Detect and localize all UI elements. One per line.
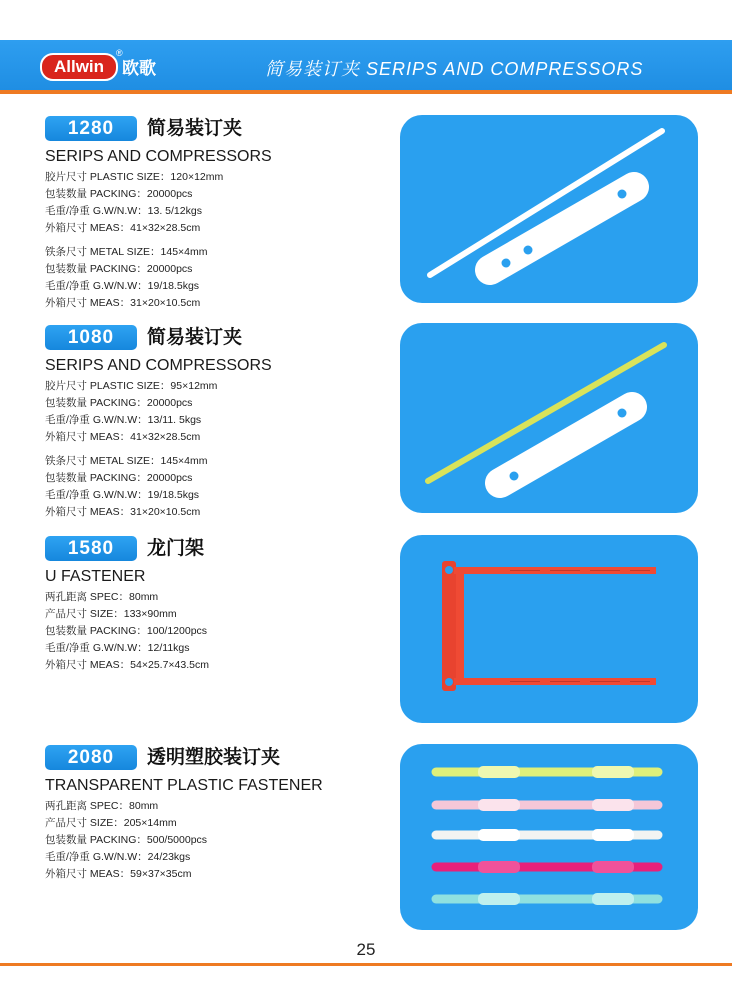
spec-line: 毛重/净重 G.W/N.W：24/23kgs bbox=[45, 851, 191, 863]
product-code-badge: 1580 bbox=[45, 536, 137, 561]
fastener-strip-white bbox=[436, 829, 658, 841]
footer-divider bbox=[0, 963, 732, 966]
spec-line: 包装数量 PACKING：20000pcs bbox=[45, 188, 193, 200]
spec-line: 产品尺寸 SIZE：133×90mm bbox=[45, 608, 177, 620]
spec-line: 毛重/净重 G.W/N.W：13. 5/12kgs bbox=[45, 205, 202, 217]
spec-line: 包装数量 PACKING：20000pcs bbox=[45, 472, 193, 484]
product-name-en: SERIPS AND COMPRESSORS bbox=[45, 148, 272, 165]
fastener-strip-magenta bbox=[436, 861, 658, 873]
header-bar bbox=[0, 40, 732, 90]
fastener-strip-aqua bbox=[436, 893, 658, 905]
product-image-1580 bbox=[400, 535, 698, 723]
product-code-badge: 2080 bbox=[45, 745, 137, 770]
spec-line: 外箱尺寸 MEAS：31×20×10.5cm bbox=[45, 297, 201, 309]
product-name-cn: 透明塑胶装订夹 bbox=[147, 747, 281, 768]
spec-line: 两孔距离 SPEC：80mm bbox=[45, 800, 159, 812]
spec-line: 毛重/净重 G.W/N.W：19/18.5kgs bbox=[45, 489, 200, 501]
product-name-cn: 简易装订夹 bbox=[147, 118, 243, 139]
fastener-strip-yellow bbox=[436, 766, 658, 778]
spec-line: 毛重/净重 G.W/N.W：19/18.5kgs bbox=[45, 280, 200, 292]
spec-line: 胶片尺寸 PLASTIC SIZE：95×12mm bbox=[45, 380, 218, 392]
spec-line: 产品尺寸 SIZE：205×14mm bbox=[45, 817, 177, 829]
spec-line: 毛重/净重 G.W/N.W：12/11kgs bbox=[45, 642, 190, 654]
product-name-cn: 简易装订夹 bbox=[147, 327, 243, 348]
brand-logo: Allwin bbox=[40, 53, 118, 81]
spec-line: 外箱尺寸 MEAS：54×25.7×43.5cm bbox=[45, 659, 209, 671]
product-image-1080 bbox=[400, 323, 698, 513]
product-1280 bbox=[45, 116, 385, 312]
spec-line: 胶片尺寸 PLASTIC SIZE：120×12mm bbox=[45, 171, 224, 183]
spec-line: 毛重/净重 G.W/N.W：13/11. 5kgs bbox=[45, 414, 202, 426]
product-1080 bbox=[45, 325, 385, 521]
product-name-en: TRANSPARENT PLASTIC FASTENER bbox=[45, 777, 323, 794]
brand-name-cn: 欧歌 bbox=[122, 59, 156, 78]
product-name-cn: 龙门架 bbox=[147, 538, 205, 559]
fastener-strip-pink bbox=[436, 799, 658, 811]
plastic-strip-shape bbox=[500, 407, 632, 483]
spec-line: 包装数量 PACKING：20000pcs bbox=[45, 263, 193, 275]
product-2080 bbox=[45, 745, 385, 883]
spec-line: 铁条尺寸 METAL SIZE：145×4mm bbox=[45, 246, 208, 258]
page-title: 简易装订夹 SERIPS AND COMPRESSORS bbox=[265, 59, 644, 79]
spec-line: 包装数量 PACKING：20000pcs bbox=[45, 397, 193, 409]
spec-line: 铁条尺寸 METAL SIZE：145×4mm bbox=[45, 455, 208, 467]
product-name-en: U FASTENER bbox=[45, 568, 146, 585]
u-fastener-shape bbox=[442, 561, 656, 691]
product-name-en: SERIPS AND COMPRESSORS bbox=[45, 357, 272, 374]
spec-line: 包装数量 PACKING：500/5000pcs bbox=[45, 834, 208, 846]
product-image-1280 bbox=[400, 115, 698, 303]
spec-line: 外箱尺寸 MEAS：59×37×35cm bbox=[45, 868, 192, 880]
header-divider bbox=[0, 90, 732, 94]
product-1580 bbox=[45, 536, 385, 674]
plastic-strip-shape bbox=[490, 187, 634, 270]
spec-line: 外箱尺寸 MEAS：41×32×28.5cm bbox=[45, 222, 201, 234]
registered-mark: ® bbox=[116, 48, 123, 58]
spec-line: 外箱尺寸 MEAS：41×32×28.5cm bbox=[45, 431, 201, 443]
product-code-badge: 1080 bbox=[45, 325, 137, 350]
product-code-badge: 1280 bbox=[45, 116, 137, 141]
spec-line: 外箱尺寸 MEAS：31×20×10.5cm bbox=[45, 506, 201, 518]
spec-line: 包装数量 PACKING：100/1200pcs bbox=[45, 625, 208, 637]
page-number: 25 bbox=[356, 940, 376, 959]
product-image-2080 bbox=[400, 744, 698, 930]
spec-line: 两孔距离 SPEC：80mm bbox=[45, 591, 159, 603]
